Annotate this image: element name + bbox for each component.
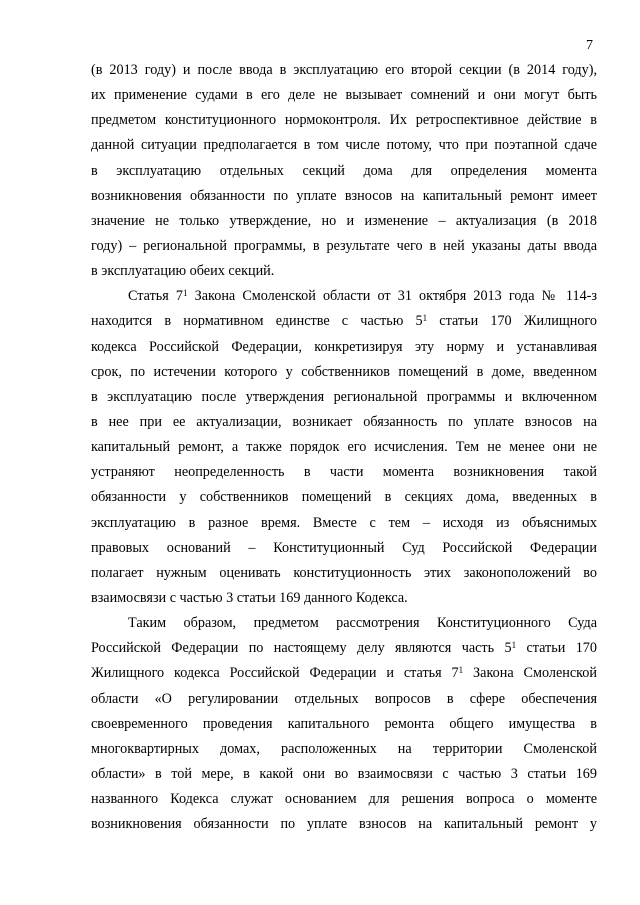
text-line: своевременного проведения капитального ремонта общего имущества в: [91, 715, 597, 732]
text-run: Закона Смоленской области от 31 октября 2013 года № 114-з: [187, 288, 598, 305]
text-line: названного Кодекса служат основанием для решения вопроса о моменте: [91, 791, 597, 808]
text-line: правовых оснований – Конституционный Суд Российской Федерации: [91, 539, 597, 556]
text-line: в эксплуатацию после утверждения региональной программы и включенном: [91, 388, 597, 405]
text-line: в эксплуатацию отдельных секций дома для определения момента: [91, 162, 597, 179]
text-run: статьи 170: [516, 640, 597, 657]
text-line: кодекса Российской Федерации, конкретизируя эту норму и устанавливая: [91, 338, 597, 355]
text-line: значение не только утверждение, но и изменение – актуализация (в 2018: [91, 212, 597, 229]
text-run: статьи 170 Жилищного: [427, 313, 597, 330]
page-number: 7: [586, 38, 593, 53]
text-run: Российской Федерации по настоящему делу являются часть 5: [91, 640, 512, 657]
text-line: полагает нужным оценивать конституционность этих законоположений во: [91, 564, 597, 581]
text-line: капитальный ремонт, а также порядок его исчисления. Тем не менее они не: [91, 439, 597, 456]
text-run: Статья 7: [128, 288, 184, 305]
text-line: (в 2013 году) и после ввода в эксплуатацию его второй секции (в 2014 году),: [91, 62, 597, 78]
text-run: Жилищного кодекса Российской Федерации и статья 7: [91, 665, 459, 682]
text-line: предметом конституционного нормоконтроля. Их ретроспективное действие в: [91, 112, 597, 129]
text-line: возникновения обязанности по уплате взносов на капитальный ремонт у: [91, 816, 597, 833]
text-line: [91, 661, 597, 686]
superscript: 1: [511, 639, 517, 650]
text-line: области «О регулировании отдельных вопросов в сфере обеспечения: [91, 690, 597, 707]
text-line: году) – региональной программы, в результате чего в ней указаны даты ввода: [91, 237, 597, 254]
text-line: [91, 636, 597, 661]
superscript: 1: [183, 287, 188, 298]
text-line: взаимосвязи с частью 3 статьи 169 данного Кодекса.: [91, 589, 408, 606]
text-line: [91, 284, 597, 309]
text-line: срок, по истечении которого у собственников помещений в доме, введенном: [91, 363, 597, 380]
text-line: Таким образом, предметом рассмотрения Конституционного Суда: [128, 615, 597, 632]
text-line: данной ситуации предполагается в том числе потому, что при поэтапной сдаче: [91, 137, 597, 154]
superscript: 1: [458, 664, 464, 675]
superscript: 1: [422, 312, 428, 323]
document-body: [91, 58, 597, 837]
text-line: в нее при ее актуализации, возникает обязанность по уплате взносов на: [91, 413, 597, 430]
text-line: обязанности у собственников помещений в секциях дома, введенных в: [91, 489, 597, 506]
paragraph-2: [91, 284, 597, 611]
text-line: области» в той мере, в какой они во взаимосвязи с частью 3 статьи 169: [91, 765, 597, 782]
text-line: их применение судами в его деле не вызывает сомнений и они могут быть: [91, 87, 597, 104]
text-run: Закона Смоленской: [463, 665, 597, 682]
text-run: находится в нормативном единстве с частью 5: [91, 313, 423, 330]
paragraph-3: [91, 611, 597, 837]
text-line: многоквартирных домах, расположенных на территории Смоленской: [91, 740, 597, 757]
text-line: эксплуатацию в разное время. Вместе с тем – исходя из объяснимых: [91, 514, 597, 531]
text-line: возникновения обязанности по уплате взносов на капитальный ремонт имеет: [91, 187, 597, 204]
text-line: [91, 309, 597, 334]
text-line: в эксплуатацию обеих секций.: [91, 263, 275, 280]
text-line: устраняют неопределенность в части момента возникновения такой: [91, 464, 597, 481]
paragraph-1: [91, 58, 597, 284]
